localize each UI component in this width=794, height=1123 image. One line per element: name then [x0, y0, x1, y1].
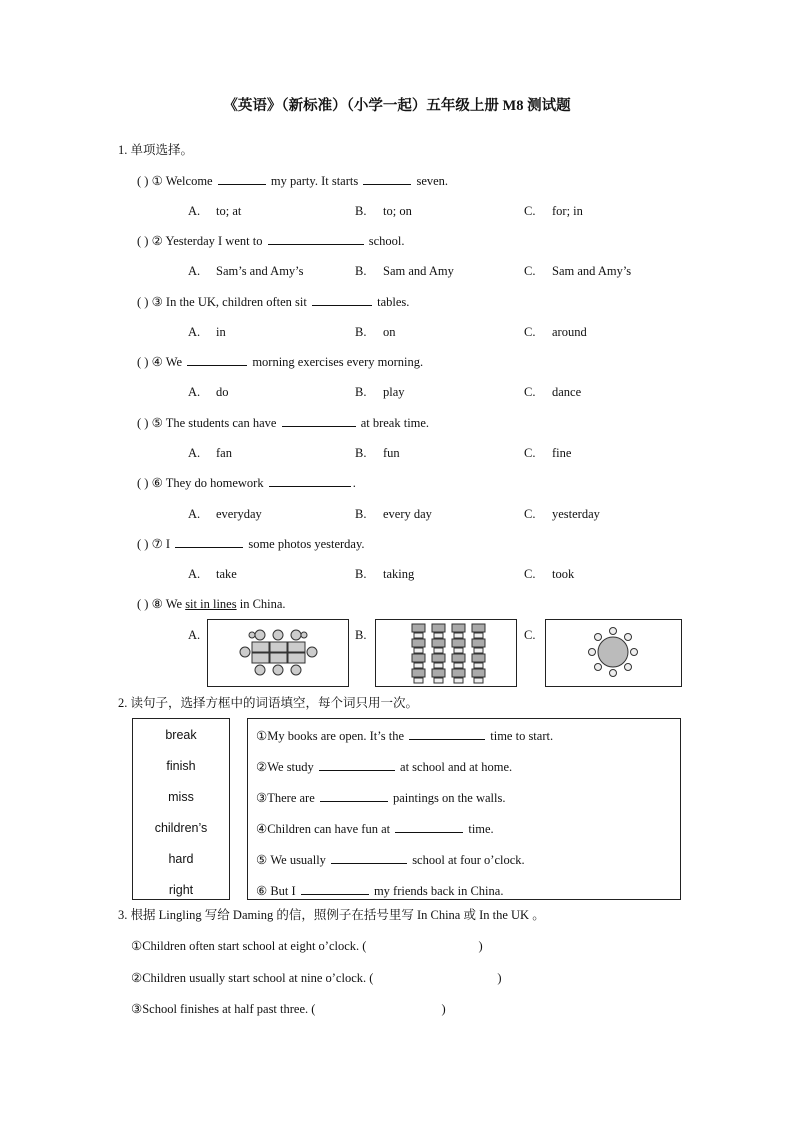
option-a-image-tables-cluster[interactable] [207, 619, 349, 687]
question-5: ( ) ⑤ The students can have at break time. [137, 416, 430, 430]
answer-bracket[interactable]: ( ) [137, 597, 149, 611]
word-option[interactable]: break [165, 728, 197, 742]
section2-heading: 2. 读句子，选择方框中的词语填空，每个词只用一次。 [118, 696, 419, 710]
round-table-icon [546, 620, 681, 686]
judge-item-2: ②Children usually start school at nine o’clock. ( ) [131, 971, 502, 985]
question-1: ( ) ① Welcome my party. It starts seven. [137, 174, 449, 188]
word-option[interactable]: miss [168, 790, 194, 804]
sentence-box [247, 718, 681, 900]
tables-cluster-icon [208, 620, 348, 686]
answer-bracket[interactable]: ( ) [137, 476, 149, 490]
answer-blank[interactable] [282, 415, 356, 427]
option-b[interactable]: B. every day [355, 507, 432, 521]
answer-blank[interactable] [268, 233, 364, 245]
word-option[interactable]: finish [166, 759, 196, 773]
fill-sentence-4: ④Children can have fun at time. [256, 822, 494, 836]
option-c[interactable]: C. for; in [524, 204, 583, 218]
word-option[interactable]: children’s [154, 821, 208, 835]
answer-blank[interactable] [301, 883, 369, 895]
answer-blank[interactable] [320, 790, 388, 802]
fill-sentence-5: ⑤ We usually school at four o’clock. [256, 853, 525, 867]
option-a[interactable]: A. in [188, 325, 226, 339]
answer-bracket[interactable]: ( ) [137, 174, 149, 188]
section1-heading: 1. 单项选择。 [118, 143, 194, 157]
option-a[interactable]: A. take [188, 567, 237, 581]
question-3: ( ) ③ In the UK, children often sit tables. [137, 295, 410, 309]
answer-blank[interactable] [395, 821, 463, 833]
section3-heading: 3. 根据 Lingling 写给 Daming 的信，照例子在括号里写 In China 或 In the UK 。 [118, 908, 545, 922]
answer-blank[interactable] [187, 354, 247, 366]
judge-item-1: ①Children often start school at eight o’clock. ( ) [131, 939, 483, 953]
option-c-image-round-table[interactable] [545, 619, 682, 687]
fill-sentence-6: ⑥ But I my friends back in China. [256, 884, 504, 898]
answer-bracket[interactable]: ( ) [137, 355, 149, 369]
answer-bracket[interactable]: ( ) [137, 416, 149, 430]
option-a[interactable]: A. fan [188, 446, 232, 460]
fill-sentence-2: ②We study at school and at home. [256, 760, 513, 774]
option-b[interactable]: B. fun [355, 446, 400, 460]
option-b[interactable]: B. to; on [355, 204, 412, 218]
option-c[interactable]: C. took [524, 567, 575, 581]
option-c[interactable]: C. yesterday [524, 507, 600, 521]
judge-item-3: ③School finishes at half past three. ( ) [131, 1002, 446, 1016]
option-b[interactable]: B. on [355, 325, 396, 339]
option-b[interactable]: B. play [355, 385, 405, 399]
question-6: ( ) ⑥ They do homework . [137, 476, 356, 490]
question-8: ( ) ⑧ We sit in lines in China. [137, 597, 286, 611]
fill-sentence-3: ③There are paintings on the walls. [256, 791, 506, 805]
word-box [132, 718, 230, 900]
option-b[interactable]: B. taking [355, 567, 415, 581]
answer-blank[interactable] [312, 294, 372, 306]
question-4: ( ) ④ We morning exercises every morning. [137, 355, 424, 369]
answer-bracket[interactable]: ( ) [137, 234, 149, 248]
question-2: ( ) ② Yesterday I went to school. [137, 234, 405, 248]
option-b-label[interactable]: B. [355, 628, 367, 642]
option-a[interactable]: A. Sam’s and Amy’s [188, 264, 304, 278]
option-a[interactable]: A. to; at [188, 204, 242, 218]
option-c[interactable]: C. dance [524, 385, 582, 399]
desks-in-lines-icon [376, 620, 516, 686]
answer-blank[interactable] [331, 852, 407, 864]
answer-blank[interactable] [175, 536, 243, 548]
option-c[interactable]: C. fine [524, 446, 572, 460]
option-b-image-desks-in-lines[interactable] [375, 619, 517, 687]
fill-sentence-1: ①My books are open. It’s the time to start. [256, 729, 554, 743]
answer-bracket[interactable]: ( ) [137, 537, 149, 551]
option-a-label[interactable]: A. [188, 628, 201, 642]
option-a[interactable]: A. everyday [188, 507, 262, 521]
option-b[interactable]: B. Sam and Amy [355, 264, 454, 278]
answer-blank[interactable] [218, 173, 266, 185]
answer-blank[interactable] [269, 475, 351, 487]
option-c[interactable]: C. Sam and Amy’s [524, 264, 632, 278]
page-title: 《英语》（新标准）（小学一起）五年级上册 M8 测试题 [223, 98, 571, 114]
question-7: ( ) ⑦ I some photos yesterday. [137, 537, 365, 551]
answer-blank[interactable] [319, 759, 395, 771]
option-c-label[interactable]: C. [524, 628, 536, 642]
word-option[interactable]: hard [168, 852, 194, 866]
answer-blank[interactable] [363, 173, 411, 185]
word-option[interactable]: right [168, 883, 194, 897]
option-c[interactable]: C. around [524, 325, 587, 339]
answer-bracket[interactable]: ( ) [137, 295, 149, 309]
option-a[interactable]: A. do [188, 385, 229, 399]
answer-blank[interactable] [409, 728, 485, 740]
